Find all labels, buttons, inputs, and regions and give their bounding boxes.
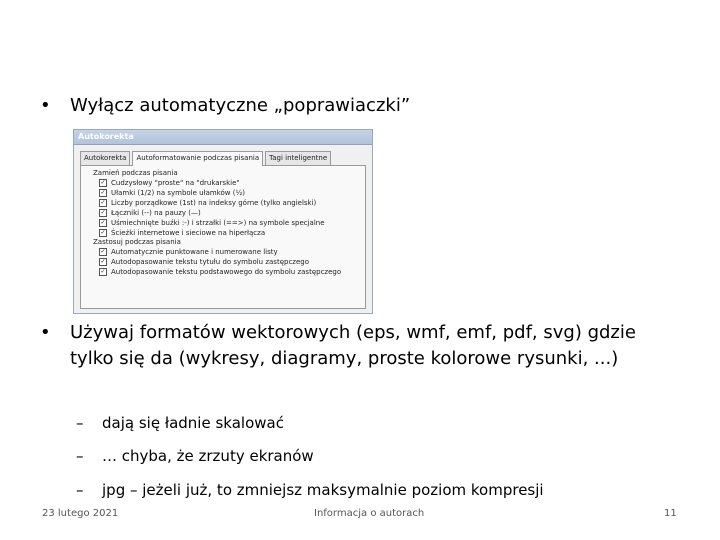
option-label: Łączniki (--) na pauzy (—) xyxy=(111,209,201,217)
option-label: Autodopasowanie tekstu podstawowego do symbolu zastępczego xyxy=(111,268,342,276)
option-label: Cudzysłowy "proste" na "drukarskie" xyxy=(111,179,240,187)
checkbox[interactable]: ✓ xyxy=(100,199,106,206)
dialog-tabs xyxy=(74,145,372,165)
option-row[interactable] xyxy=(99,198,361,208)
option-row[interactable] xyxy=(99,208,361,218)
option-row[interactable] xyxy=(99,188,361,198)
option-row[interactable] xyxy=(99,257,361,267)
sub-bullet-text: jpg – jeżeli już, to zmniejsz maksymalnie poziom kompresji xyxy=(102,481,544,499)
dialog-tab-panel xyxy=(80,165,366,309)
sub-bullet-marker: – xyxy=(76,414,84,432)
option-label: Liczby porządkowe (1st) na indeksy górne (tylko angielski) xyxy=(111,199,317,207)
checkbox[interactable]: ✓ xyxy=(100,179,106,186)
bullet-marker: • xyxy=(40,322,51,343)
sub-bullet-marker: – xyxy=(76,481,84,499)
option-label: Autodopasowanie tekstu tytułu do symbolu zastępczego xyxy=(111,258,309,266)
sub-bullet-text: dają się ładnie skalować xyxy=(102,414,284,432)
sub-bullet-marker: – xyxy=(76,447,84,465)
sub-bullet-item xyxy=(76,479,676,501)
slide-number: 11 xyxy=(664,508,677,519)
dialog-title: Autokorekta xyxy=(74,130,372,145)
option-row[interactable] xyxy=(99,178,361,188)
checkbox[interactable]: ✓ xyxy=(100,219,106,226)
bullet-text: Używaj formatów wektorowych (eps, wmf, emf, pdf, svg) gdzie tylko się da (wykresy, diagramy, proste kolorowe rysunki, ...) xyxy=(70,322,636,369)
group-label-apply: Zastosuj podczas pisania xyxy=(93,238,181,246)
checkbox[interactable]: ✓ xyxy=(100,258,106,265)
footer-title: Informacja o autorach xyxy=(314,508,425,519)
checkbox[interactable]: ✓ xyxy=(100,209,106,216)
sub-bullet-item xyxy=(76,445,676,467)
tab-autoformat-as-you-type[interactable]: Autoformatowanie podczas pisania xyxy=(132,151,263,166)
checkbox[interactable]: ✓ xyxy=(100,268,106,275)
option-label: Automatycznie punktowane i numerowane listy xyxy=(111,248,278,256)
option-row[interactable] xyxy=(99,247,361,257)
bullet-item xyxy=(40,93,680,119)
option-label: Ułamki (1/2) na symbole ułamków (½) xyxy=(111,189,245,197)
tab-smart-tags[interactable]: Tagi inteligentne xyxy=(265,151,331,165)
bullet-marker: • xyxy=(40,95,51,116)
option-row[interactable] xyxy=(99,267,361,277)
option-row[interactable] xyxy=(99,228,361,238)
bullet-item xyxy=(40,320,660,372)
footer-date: 23 lutego 2021 xyxy=(42,508,119,519)
autocorrect-dialog-screenshot xyxy=(73,129,373,314)
group-label-replace: Zamień podczas pisania xyxy=(93,169,178,177)
option-label: Ścieżki internetowe i sieciowe na hiperłącza xyxy=(111,229,266,237)
checkbox[interactable]: ✓ xyxy=(100,229,106,236)
sub-bullet-item xyxy=(76,412,676,434)
sub-bullet-text: … chyba, że zrzuty ekranów xyxy=(102,447,314,465)
checkbox[interactable]: ✓ xyxy=(100,248,106,255)
bullet-text: Wyłącz automatyczne „poprawiaczki” xyxy=(70,95,411,116)
tab-autocorrect[interactable]: Autokorekta xyxy=(80,151,130,165)
option-label: Uśmiechnięte buźki :-) i strzałki (==>) na symbole specjalne xyxy=(111,219,325,227)
option-row[interactable] xyxy=(99,218,361,228)
checkbox[interactable]: ✓ xyxy=(100,189,106,196)
